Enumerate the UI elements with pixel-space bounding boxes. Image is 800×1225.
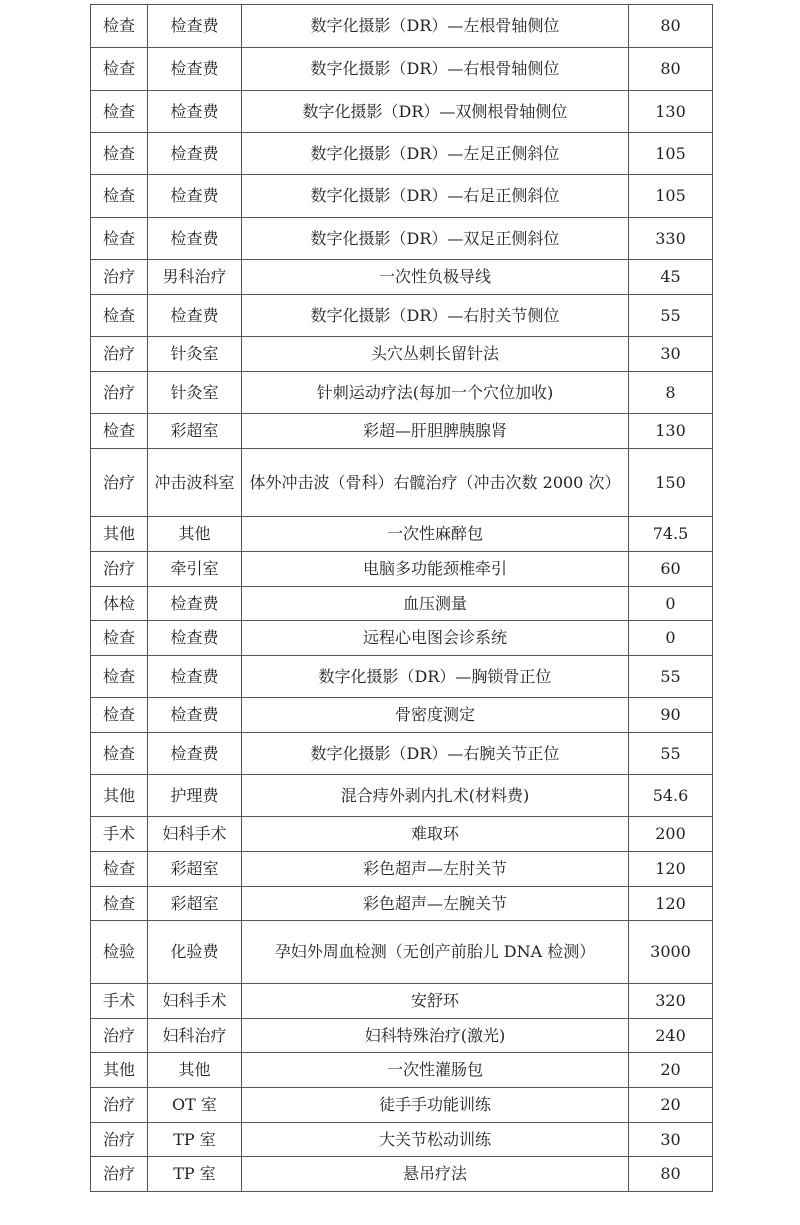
price-cell: 80 — [629, 48, 713, 91]
price-cell: 105 — [629, 175, 713, 218]
price-cell: 80 — [629, 1157, 713, 1192]
item-cell: 体外冲击波（骨科）右髋治疗（冲击次数 2000 次） — [242, 449, 629, 517]
category-cell: 检验 — [91, 921, 148, 984]
category-cell: 治疗 — [91, 552, 148, 587]
category-cell: 检查 — [91, 698, 148, 733]
item-cell: 数字化摄影（DR）—左根骨轴侧位 — [242, 5, 629, 48]
price-cell: 55 — [629, 295, 713, 337]
category-cell: 检查 — [91, 91, 148, 133]
table-row — [91, 517, 713, 552]
table-row — [91, 698, 713, 733]
table-row — [91, 984, 713, 1019]
price-cell: 90 — [629, 698, 713, 733]
category-cell: 治疗 — [91, 260, 148, 295]
category-cell: 检查 — [91, 656, 148, 698]
item-cell: 血压测量 — [242, 587, 629, 621]
item-cell: 一次性灌肠包 — [242, 1053, 629, 1088]
table-row — [91, 5, 713, 48]
table-row — [91, 1123, 713, 1157]
department-cell: 彩超室 — [148, 852, 242, 887]
item-cell: 数字化摄影（DR）—左足正侧斜位 — [242, 133, 629, 175]
item-cell: 数字化摄影（DR）—胸锁骨正位 — [242, 656, 629, 698]
table-row — [91, 621, 713, 656]
department-cell: 检查费 — [148, 48, 242, 91]
department-cell: 检查费 — [148, 218, 242, 260]
category-cell: 检查 — [91, 295, 148, 337]
item-cell: 一次性负极导线 — [242, 260, 629, 295]
table-row — [91, 733, 713, 775]
table-row — [91, 1088, 713, 1123]
table-row — [91, 260, 713, 295]
price-cell: 3000 — [629, 921, 713, 984]
department-cell: 妇科治疗 — [148, 1019, 242, 1053]
item-cell: 混合痔外剥内扎术(材料费) — [242, 775, 629, 817]
department-cell: 检查费 — [148, 587, 242, 621]
price-cell: 330 — [629, 218, 713, 260]
item-cell: 针刺运动疗法(每加一个穴位加收) — [242, 372, 629, 414]
category-cell: 检查 — [91, 133, 148, 175]
category-cell: 检查 — [91, 733, 148, 775]
department-cell: 其他 — [148, 517, 242, 552]
table-row — [91, 218, 713, 260]
price-cell: 74.5 — [629, 517, 713, 552]
table-row — [91, 852, 713, 887]
price-cell: 0 — [629, 587, 713, 621]
price-cell: 20 — [629, 1088, 713, 1123]
price-cell: 200 — [629, 817, 713, 852]
table-row — [91, 1019, 713, 1053]
table-row — [91, 175, 713, 218]
price-cell: 320 — [629, 984, 713, 1019]
department-cell: 检查费 — [148, 621, 242, 656]
department-cell: 检查费 — [148, 733, 242, 775]
category-cell: 检查 — [91, 887, 148, 921]
price-cell: 45 — [629, 260, 713, 295]
department-cell: 检查费 — [148, 656, 242, 698]
table-row — [91, 449, 713, 517]
item-cell: 悬吊疗法 — [242, 1157, 629, 1192]
department-cell: 冲击波科室 — [148, 449, 242, 517]
category-cell: 其他 — [91, 1053, 148, 1088]
category-cell: 治疗 — [91, 449, 148, 517]
price-cell: 55 — [629, 733, 713, 775]
price-cell: 120 — [629, 852, 713, 887]
item-cell: 数字化摄影（DR）—右肘关节侧位 — [242, 295, 629, 337]
department-cell: 针灸室 — [148, 372, 242, 414]
department-cell: TP 室 — [148, 1123, 242, 1157]
price-cell: 0 — [629, 621, 713, 656]
item-cell: 妇科特殊治疗(激光) — [242, 1019, 629, 1053]
table-row — [91, 887, 713, 921]
item-cell: 数字化摄影（DR）—右足正侧斜位 — [242, 175, 629, 218]
department-cell: 化验费 — [148, 921, 242, 984]
table-row — [91, 1157, 713, 1192]
table-row — [91, 91, 713, 133]
category-cell: 治疗 — [91, 1088, 148, 1123]
item-cell: 数字化摄影（DR）—右腕关节正位 — [242, 733, 629, 775]
category-cell: 手术 — [91, 984, 148, 1019]
department-cell: 妇科手术 — [148, 984, 242, 1019]
table-row — [91, 656, 713, 698]
table-row — [91, 817, 713, 852]
price-cell: 130 — [629, 414, 713, 449]
department-cell: 检查费 — [148, 698, 242, 733]
fee-table-body — [91, 5, 713, 1192]
price-cell: 120 — [629, 887, 713, 921]
item-cell: 孕妇外周血检测（无创产前胎儿 DNA 检测） — [242, 921, 629, 984]
table-row — [91, 921, 713, 984]
fee-table — [90, 4, 713, 1192]
price-cell: 60 — [629, 552, 713, 587]
price-cell: 54.6 — [629, 775, 713, 817]
category-cell: 治疗 — [91, 1019, 148, 1053]
item-cell: 远程心电图会诊系统 — [242, 621, 629, 656]
category-cell: 检查 — [91, 414, 148, 449]
department-cell: 男科治疗 — [148, 260, 242, 295]
price-cell: 80 — [629, 5, 713, 48]
price-cell: 30 — [629, 1123, 713, 1157]
department-cell: 其他 — [148, 1053, 242, 1088]
department-cell: 检查费 — [148, 133, 242, 175]
item-cell: 一次性麻醉包 — [242, 517, 629, 552]
price-cell: 30 — [629, 337, 713, 372]
table-row — [91, 775, 713, 817]
table-row — [91, 133, 713, 175]
category-cell: 检查 — [91, 175, 148, 218]
category-cell: 检查 — [91, 852, 148, 887]
item-cell: 数字化摄影（DR）—双足正侧斜位 — [242, 218, 629, 260]
category-cell: 体检 — [91, 587, 148, 621]
department-cell: OT 室 — [148, 1088, 242, 1123]
table-row — [91, 1053, 713, 1088]
item-cell: 数字化摄影（DR）—双侧根骨轴侧位 — [242, 91, 629, 133]
item-cell: 大关节松动训练 — [242, 1123, 629, 1157]
department-cell: 检查费 — [148, 295, 242, 337]
category-cell: 检查 — [91, 218, 148, 260]
price-cell: 105 — [629, 133, 713, 175]
price-cell: 55 — [629, 656, 713, 698]
category-cell: 治疗 — [91, 337, 148, 372]
item-cell: 骨密度测定 — [242, 698, 629, 733]
category-cell: 检查 — [91, 5, 148, 48]
item-cell: 数字化摄影（DR）—右根骨轴侧位 — [242, 48, 629, 91]
department-cell: 彩超室 — [148, 414, 242, 449]
department-cell: 检查费 — [148, 5, 242, 48]
price-cell: 8 — [629, 372, 713, 414]
category-cell: 治疗 — [91, 1123, 148, 1157]
category-cell: 手术 — [91, 817, 148, 852]
category-cell: 治疗 — [91, 372, 148, 414]
category-cell: 检查 — [91, 621, 148, 656]
table-row — [91, 414, 713, 449]
item-cell: 彩色超声—左腕关节 — [242, 887, 629, 921]
item-cell: 安舒环 — [242, 984, 629, 1019]
price-cell: 130 — [629, 91, 713, 133]
price-cell: 20 — [629, 1053, 713, 1088]
table-row — [91, 337, 713, 372]
category-cell: 治疗 — [91, 1157, 148, 1192]
department-cell: TP 室 — [148, 1157, 242, 1192]
price-cell: 150 — [629, 449, 713, 517]
department-cell: 妇科手术 — [148, 817, 242, 852]
table-row — [91, 587, 713, 621]
table-row — [91, 552, 713, 587]
department-cell: 针灸室 — [148, 337, 242, 372]
table-row — [91, 372, 713, 414]
category-cell: 其他 — [91, 775, 148, 817]
department-cell: 护理费 — [148, 775, 242, 817]
department-cell: 检查费 — [148, 175, 242, 218]
item-cell: 电脑多功能颈椎牵引 — [242, 552, 629, 587]
item-cell: 徒手手功能训练 — [242, 1088, 629, 1123]
department-cell: 检查费 — [148, 91, 242, 133]
table-row — [91, 295, 713, 337]
table-row — [91, 48, 713, 91]
category-cell: 检查 — [91, 48, 148, 91]
item-cell: 难取环 — [242, 817, 629, 852]
item-cell: 彩超—肝胆脾胰腺肾 — [242, 414, 629, 449]
department-cell: 牵引室 — [148, 552, 242, 587]
item-cell: 头穴丛刺长留针法 — [242, 337, 629, 372]
item-cell: 彩色超声—左肘关节 — [242, 852, 629, 887]
department-cell: 彩超室 — [148, 887, 242, 921]
price-cell: 240 — [629, 1019, 713, 1053]
category-cell: 其他 — [91, 517, 148, 552]
